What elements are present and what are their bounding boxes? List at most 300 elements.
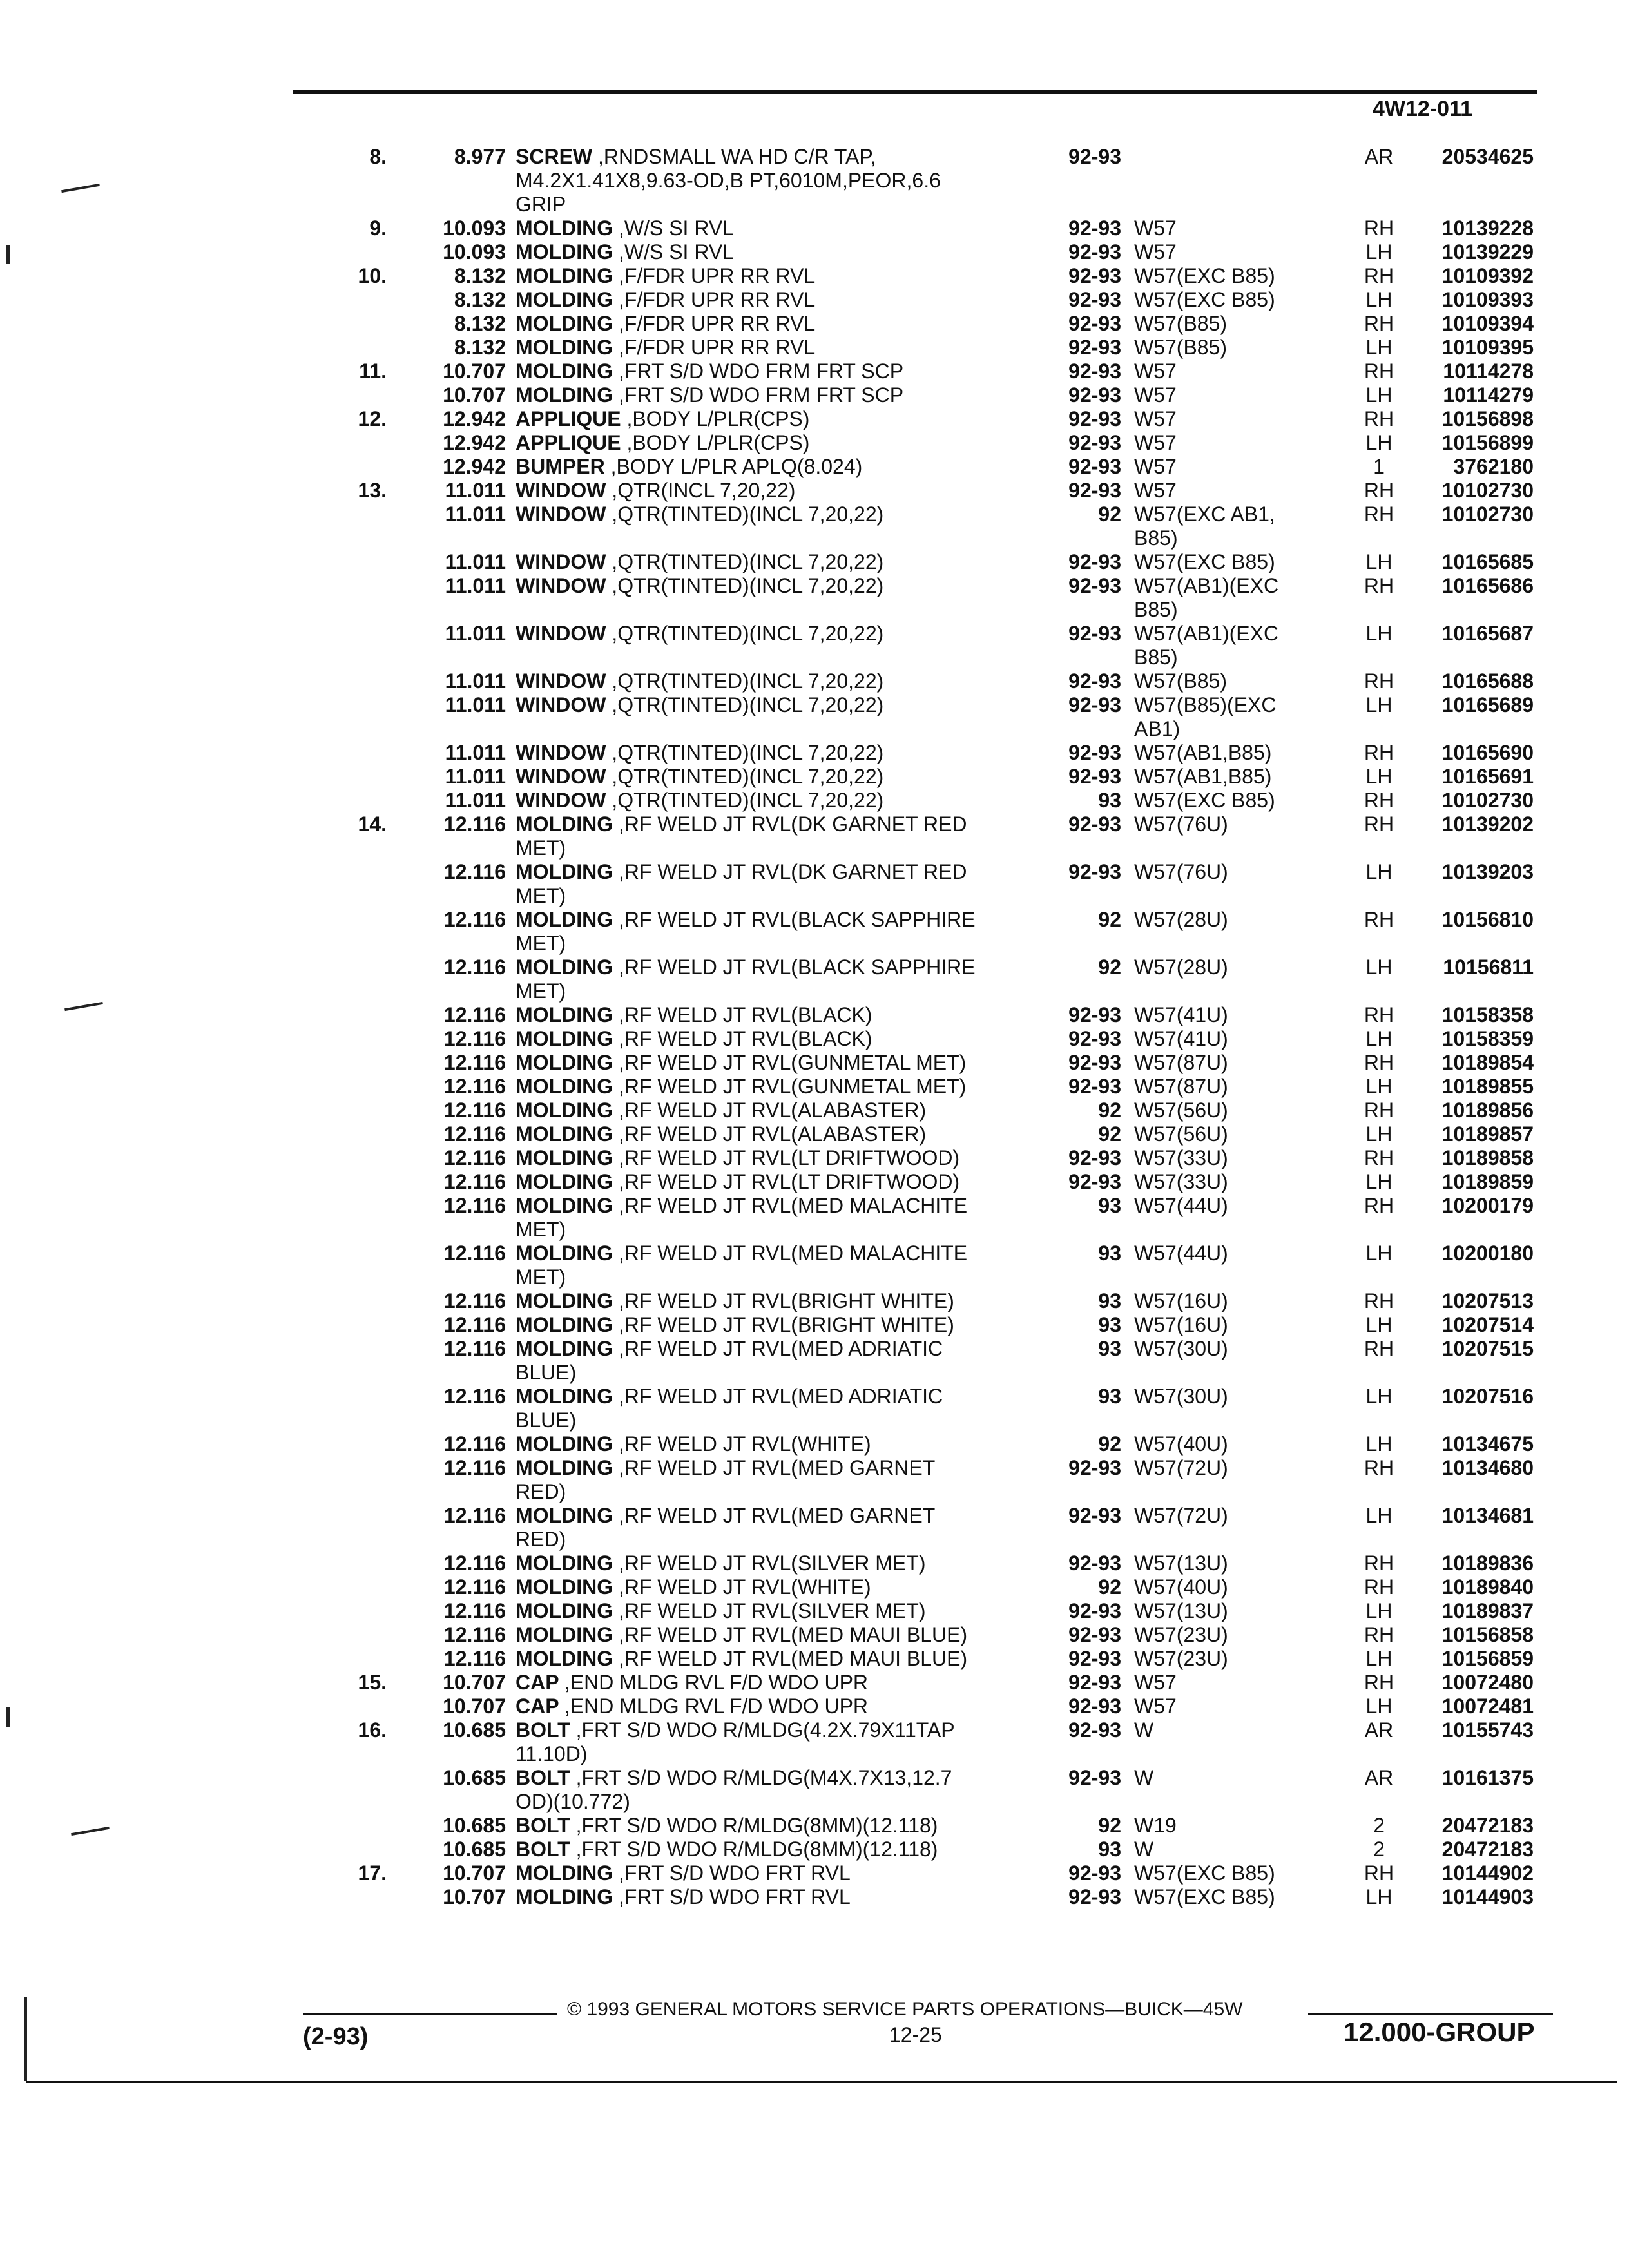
part-name: MOLDING [516,1623,613,1646]
model-year: 93 [1098,1838,1121,1861]
part-number: 10207516 [1441,1385,1534,1408]
part-name: MOLDING [516,1170,613,1193]
item-number: 12. [358,407,387,430]
part-description [516,1695,1050,1718]
model-year: 92-93 [1068,1599,1121,1622]
part-name: BOLT [516,1718,570,1742]
header-rule [293,90,1537,94]
part-description [516,693,1050,717]
part-description [516,312,1050,336]
series-code-text: W57(13U) [1134,1599,1228,1622]
series-code-text: W57(41U) [1134,1003,1228,1026]
part-description [516,1051,1050,1075]
side-or-qty: RH [1364,908,1394,931]
margin-mark [61,184,100,193]
series-code [1134,1075,1353,1099]
model-year: 92-93 [1068,360,1121,383]
illustration-number: 10.685 [443,1766,506,1789]
part-name: MOLDING [516,1432,613,1456]
part-description [516,336,1050,360]
part-number: 10189854 [1441,1051,1534,1074]
series-code-text: W57(B85) [1134,312,1228,335]
part-description [516,383,1050,407]
side-or-qty: RH [1364,1456,1394,1479]
side-or-qty: RH [1364,264,1394,287]
part-description [516,1885,1050,1909]
series-code [1134,1051,1353,1075]
series-code-text: W57(76U) [1134,860,1228,883]
model-year: 92-93 [1068,622,1121,645]
series-code [1134,503,1353,550]
illustration-number: 10.707 [443,383,506,407]
part-number: 10165686 [1441,574,1534,597]
item-number: 17. [358,1861,387,1885]
part-spec: ,END MLDG RVL F/D WDO UPR [564,1671,869,1694]
illustration-number: 12.116 [443,1647,506,1670]
series-code-text: W57(33U) [1134,1170,1228,1193]
part-spec: ,BODY L/PLR(CPS) [626,407,810,430]
part-name: MOLDING [516,1051,613,1074]
part-number: 3762180 [1453,455,1534,478]
model-year: 92-93 [1068,1647,1121,1670]
part-number: 10144903 [1441,1885,1534,1908]
illustration-number: 11.011 [445,741,506,764]
part-number: 10134675 [1441,1432,1534,1456]
part-spec: ,RF WELD JT RVL(DK GARNET RED [618,860,967,883]
model-year: 93 [1098,1313,1121,1336]
model-year: 93 [1098,1289,1121,1312]
model-year: 92-93 [1068,1861,1121,1885]
series-code-text: W57(33U) [1134,1146,1228,1169]
item-number: 8. [369,145,387,168]
series-code [1134,1695,1353,1718]
side-or-qty: LH [1365,1504,1393,1527]
part-description [516,1385,1050,1432]
side-or-qty: LH [1365,431,1393,454]
part-spec: ,RF WELD JT RVL(MED MAUI BLUE) [618,1647,968,1670]
part-number: 10134681 [1441,1504,1534,1527]
part-spec: ,QTR(TINTED)(INCL 7,20,22) [612,622,884,645]
illustration-number: 8.132 [454,288,506,311]
illustration-number: 12.116 [443,1051,506,1074]
part-spec: ,RF WELD JT RVL(BRIGHT WHITE) [618,1289,954,1312]
series-code-text: W57(23U) [1134,1623,1228,1646]
series-code-text: W57 [1134,1671,1177,1694]
series-code [1134,1599,1353,1623]
group-label: 12.000-GROUP [1344,2017,1535,2047]
series-code-text: W57(AB1,B85) [1134,765,1272,788]
model-year: 92 [1098,1814,1121,1837]
model-year: 92 [1098,1575,1121,1599]
series-code [1134,1814,1353,1838]
part-description [516,288,1050,312]
illustration-number: 11.011 [445,622,506,645]
item-number: 14. [358,812,387,836]
part-description [516,1575,1050,1599]
side-or-qty: RH [1364,1289,1394,1312]
series-code-text: W57 [1134,216,1177,240]
item-number: 11. [359,360,387,383]
series-code [1134,741,1353,765]
series-code-text: W19 [1134,1814,1177,1837]
side-or-qty: LH [1365,240,1393,264]
model-year: 92-93 [1068,336,1121,359]
part-name: MOLDING [516,1313,613,1336]
series-code [1134,789,1353,812]
copyright-notice: © 1993 GENERAL MOTORS SERVICE PARTS OPERATIONS—BUICK—45W [567,1999,1243,2020]
illustration-number: 8.977 [454,145,506,168]
side-or-qty: LH [1365,1695,1393,1718]
model-year: 92-93 [1068,145,1121,168]
side-or-qty: AR [1364,1718,1394,1742]
series-code-text: W57(B85) [1134,669,1228,693]
illustration-number: 12.116 [443,812,506,836]
part-spec: ,QTR(TINTED)(INCL 7,20,22) [612,765,884,788]
series-code [1134,1099,1353,1122]
side-or-qty: RH [1364,1194,1394,1217]
part-description [516,1027,1050,1051]
series-code [1134,1885,1353,1909]
model-year: 92-93 [1068,741,1121,764]
side-or-qty: LH [1365,1885,1393,1908]
part-description [516,479,1050,503]
illustration-number: 10.707 [443,360,506,383]
series-code-text: W57(AB1)(EXC [1134,622,1279,645]
part-name: MOLDING [516,264,613,287]
series-code [1134,1623,1353,1647]
part-description [516,765,1050,789]
part-spec-continued: MET) [516,836,566,860]
illustration-number: 10.707 [443,1695,506,1718]
part-spec-continued: GRIP [516,193,566,216]
series-code [1134,216,1353,240]
series-code-text: W57(87U) [1134,1051,1228,1074]
part-description [516,1838,1050,1861]
part-name: MOLDING [516,288,613,311]
part-name: MOLDING [516,216,613,240]
part-number: 10102730 [1441,503,1534,526]
part-description [516,1194,1050,1242]
part-name: MOLDING [516,860,613,883]
side-or-qty: 2 [1373,1814,1385,1837]
part-name: MOLDING [516,1075,613,1098]
part-spec: ,RF WELD JT RVL(BLACK) [618,1027,872,1050]
part-spec-continued: MET) [516,1218,566,1241]
model-year: 92 [1098,1099,1121,1122]
bottom-rule [26,2081,1617,2083]
part-description [516,1289,1050,1313]
side-or-qty: RH [1364,407,1394,430]
side-or-qty: RH [1364,1575,1394,1599]
part-name: MOLDING [516,1599,613,1622]
series-code-text: W57(EXC B85) [1134,1861,1275,1885]
model-year: 92-93 [1068,1671,1121,1694]
part-description [516,812,1050,860]
series-code-text: W57 [1134,383,1177,407]
series-code [1134,360,1353,383]
part-description [516,407,1050,431]
model-year: 92-93 [1068,1623,1121,1646]
illustration-number: 10.707 [443,1671,506,1694]
illustration-number: 11.011 [445,574,506,597]
model-year: 92-93 [1068,1003,1121,1026]
illustration-number: 12.116 [443,1003,506,1026]
illustration-number: 12.116 [443,1552,506,1575]
part-name: MOLDING [516,1504,613,1527]
series-code [1134,1504,1353,1528]
model-year: 93 [1098,1242,1121,1265]
series-code [1134,312,1353,336]
revision-date: (2-93) [303,2023,369,2050]
series-code-text: W57(56U) [1134,1122,1228,1146]
part-description [516,1599,1050,1623]
page-id: 4W12-011 [1373,97,1472,121]
series-code [1134,264,1353,288]
part-number: 20534625 [1441,145,1534,168]
part-spec: ,W/S SI RVL [618,240,734,264]
side-or-qty: RH [1364,312,1394,335]
series-code-continued: B85) [1134,526,1178,550]
series-code-text: W [1134,1838,1154,1861]
part-number: 10207513 [1441,1289,1534,1312]
model-year: 92-93 [1068,1552,1121,1575]
illustration-number: 10.707 [443,1861,506,1885]
part-description [516,360,1050,383]
illustration-number: 8.132 [454,336,506,359]
side-or-qty: RH [1364,479,1394,502]
part-number: 10189836 [1441,1552,1534,1575]
series-code [1134,1170,1353,1194]
side-or-qty: RH [1364,360,1394,383]
margin-mark [6,245,10,264]
side-or-qty: LH [1365,1170,1393,1193]
part-description [516,240,1050,264]
series-code-text: W57 [1134,455,1177,478]
series-code-text: W57 [1134,1695,1177,1718]
part-description [516,1075,1050,1099]
item-number: 15. [358,1671,387,1694]
part-description [516,1456,1050,1504]
part-spec-continued: MET) [516,1265,566,1289]
part-spec: ,FRT S/D WDO FRT RVL [618,1861,851,1885]
side-or-qty: RH [1364,1623,1394,1646]
side-or-qty: RH [1364,503,1394,526]
part-number: 10189858 [1441,1146,1534,1169]
series-code-text: W57 [1134,360,1177,383]
part-spec: ,RF WELD JT RVL(MED GARNET [618,1456,936,1479]
part-number: 10161375 [1441,1766,1534,1789]
part-name: WINDOW [516,669,606,693]
illustration-number: 12.116 [443,1599,506,1622]
series-code [1134,765,1353,789]
series-code-text: W57(44U) [1134,1194,1228,1217]
illustration-number: 12.942 [443,455,506,478]
part-number: 10072480 [1441,1671,1534,1694]
part-spec: ,RF WELD JT RVL(BRIGHT WHITE) [618,1313,954,1336]
series-code [1134,1337,1353,1361]
series-code-text: W57(56U) [1134,1099,1228,1122]
part-description [516,860,1050,908]
part-description [516,1242,1050,1289]
series-code [1134,383,1353,407]
series-code [1134,908,1353,932]
series-code [1134,1122,1353,1146]
series-code-text: W57(87U) [1134,1075,1228,1098]
part-name: CAP [516,1695,559,1718]
part-number: 10109392 [1441,264,1534,287]
part-number: 10102730 [1441,479,1534,502]
part-description [516,1671,1050,1695]
series-code-text: W57(EXC B85) [1134,288,1275,311]
model-year: 93 [1098,1337,1121,1360]
model-year: 92-93 [1068,669,1121,693]
illustration-number: 11.011 [445,669,506,693]
part-description [516,455,1050,479]
side-or-qty: RH [1364,216,1394,240]
side-or-qty: RH [1364,1003,1394,1026]
part-number: 10139202 [1441,812,1534,836]
side-or-qty: LH [1365,693,1393,716]
part-name: CAP [516,1671,559,1694]
side-or-qty: LH [1365,1122,1393,1146]
illustration-number: 12.116 [443,1575,506,1599]
series-code-text: W57(76U) [1134,812,1228,836]
illustration-number: 12.116 [443,1122,506,1146]
part-number: 10200180 [1441,1242,1534,1265]
side-or-qty: RH [1364,812,1394,836]
series-code [1134,693,1353,741]
part-name: MOLDING [516,1146,613,1169]
part-number: 10158359 [1441,1027,1534,1050]
series-code-text: W57(AB1,B85) [1134,741,1272,764]
part-number: 10114278 [1443,360,1534,383]
part-name: BOLT [516,1814,570,1837]
part-description [516,1766,1050,1814]
part-spec: ,F/FDR UPR RR RVL [618,336,816,359]
side-or-qty: RH [1364,669,1394,693]
part-spec: ,FRT S/D WDO FRT RVL [618,1885,851,1908]
side-or-qty: 2 [1373,1838,1385,1861]
part-number: 10144902 [1441,1861,1534,1885]
model-year: 92-93 [1068,1075,1121,1098]
part-name: MOLDING [516,1337,613,1360]
model-year: 92-93 [1068,1766,1121,1789]
series-code [1134,574,1353,622]
series-code [1134,812,1353,836]
part-name: MOLDING [516,1575,613,1599]
model-year: 92-93 [1068,1146,1121,1169]
series-code [1134,1647,1353,1671]
part-name: WINDOW [516,550,606,573]
series-code-text: W57(28U) [1134,956,1228,979]
part-description [516,1313,1050,1337]
illustration-number: 11.011 [445,765,506,788]
part-number: 20472183 [1441,1838,1534,1861]
part-number: 10114279 [1443,383,1534,407]
model-year: 92-93 [1068,1456,1121,1479]
model-year: 92-93 [1068,574,1121,597]
part-number: 10109395 [1441,336,1534,359]
illustration-number: 12.116 [443,1075,506,1098]
series-code-text: W57(28U) [1134,908,1228,931]
model-year: 93 [1098,789,1121,812]
series-code [1134,1838,1353,1861]
part-description [516,956,1050,1003]
part-spec: ,FRT S/D WDO R/MLDG(4.2X.79X11TAP [575,1718,955,1742]
part-spec: ,RF WELD JT RVL(ALABASTER) [618,1099,927,1122]
part-number: 10165685 [1441,550,1534,573]
part-description [516,1099,1050,1122]
illustration-number: 10.093 [443,240,506,264]
series-code [1134,1289,1353,1313]
part-description [516,574,1050,598]
part-name: MOLDING [516,1885,613,1908]
model-year: 92-93 [1068,860,1121,883]
model-year: 92-93 [1068,383,1121,407]
part-spec: ,RF WELD JT RVL(GUNMETAL MET) [618,1051,967,1074]
model-year: 92 [1098,956,1121,979]
side-or-qty: LH [1365,1432,1393,1456]
side-or-qty: LH [1365,550,1393,573]
part-number: 10158358 [1441,1003,1534,1026]
part-description [516,1623,1050,1647]
part-spec: ,RF WELD JT RVL(MED ADRIATIC [618,1337,943,1360]
part-name: BUMPER [516,455,605,478]
part-name: MOLDING [516,1552,613,1575]
series-code-text: W57 [1134,479,1177,502]
part-name: APPLIQUE [516,407,621,430]
part-number: 10139229 [1441,240,1534,264]
part-name: MOLDING [516,1242,613,1265]
series-code-text: W [1134,1766,1154,1789]
part-name: WINDOW [516,693,606,716]
illustration-number: 12.942 [443,431,506,454]
series-code [1134,1671,1353,1695]
series-code-continued: B85) [1134,646,1178,669]
side-or-qty: RH [1364,1671,1394,1694]
part-spec-continued: RED) [516,1480,566,1503]
part-spec: ,RNDSMALL WA HD C/R TAP, [598,145,876,168]
part-spec: ,FRT S/D WDO R/MLDG(M4X.7X13,12.7 [575,1766,952,1789]
side-or-qty: LH [1365,1027,1393,1050]
series-code [1134,407,1353,431]
model-year: 93 [1098,1194,1121,1217]
illustration-number: 12.116 [443,1337,506,1360]
part-number: 10165691 [1441,765,1534,788]
part-spec-continued: MET) [516,884,566,907]
part-spec: ,QTR(TINTED)(INCL 7,20,22) [612,741,884,764]
part-name: MOLDING [516,1194,613,1217]
margin-mark [64,1002,103,1011]
series-code [1134,1027,1353,1051]
part-description [516,741,1050,765]
part-spec: ,RF WELD JT RVL(BLACK SAPPHIRE [618,908,976,931]
series-code [1134,1861,1353,1885]
part-name: MOLDING [516,312,613,335]
side-or-qty: RH [1364,1552,1394,1575]
part-number: 10156810 [1441,908,1534,931]
series-code-text: W57(EXC B85) [1134,264,1275,287]
series-code [1134,1456,1353,1480]
part-spec-continued: BLUE) [516,1408,577,1432]
part-name: MOLDING [516,1027,613,1050]
series-code-text: W57(EXC B85) [1134,550,1275,573]
part-number: 10165690 [1441,741,1534,764]
part-description [516,1647,1050,1671]
series-code-text: W57(AB1)(EXC [1134,574,1279,597]
part-spec: ,QTR(INCL 7,20,22) [612,479,796,502]
illustration-number: 12.116 [443,1027,506,1050]
